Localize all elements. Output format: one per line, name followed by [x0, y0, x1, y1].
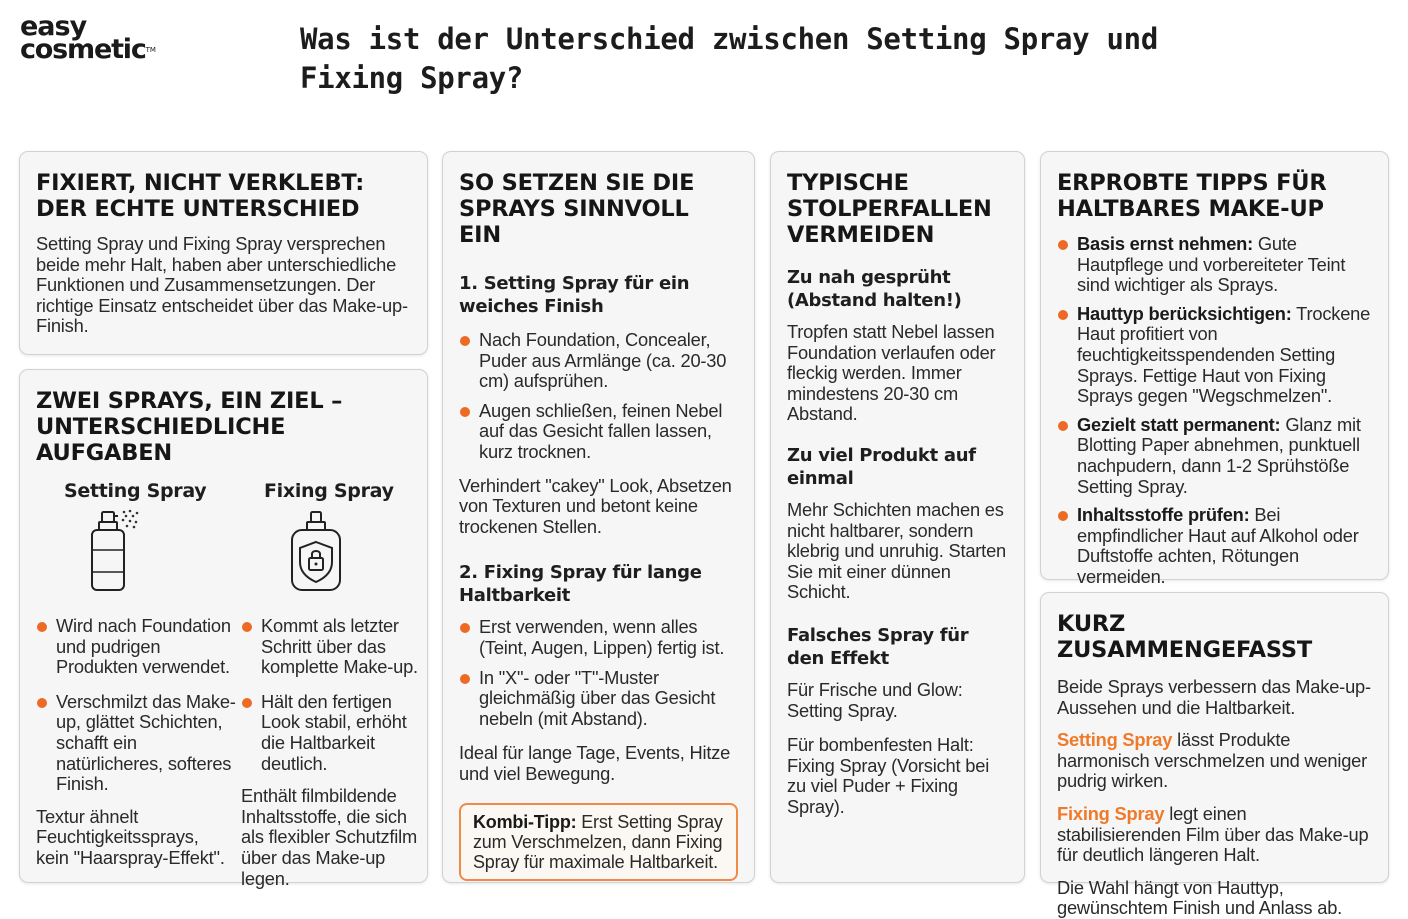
list-item: Wird nach Foundation und pudrigen Produkten verwendet. — [36, 616, 236, 678]
fixing-spray-title: Fixing Spray — [264, 480, 394, 502]
list-item: Verschmilzt das Make-up, glättet Schichten, schafft ein natürlicheres, softeres Finish. — [36, 692, 236, 795]
summary-text-2 — [1057, 730, 1372, 792]
brand-logo-line2 — [20, 34, 180, 65]
summary-text-1: Beide Sprays verbessern das Make-up-Aussehen und die Haltbarkeit. — [1057, 676, 1371, 718]
usage-setting-bullets — [459, 330, 738, 463]
setting-spray-title: Setting Spray — [64, 480, 207, 502]
summary-fixing-highlight: Fixing Spray — [1057, 802, 1165, 824]
card-usage — [442, 151, 755, 883]
tip-text: Gute Hautpflege und vorbereiteter Teint sind wichtiger als Sprays. — [1077, 233, 1346, 296]
pitfall-wrong-spray-title: Falsches Spray für den Effekt — [787, 624, 969, 669]
tip-text: Trockene Haut profitiert von feuchtigkeitsspendenden Setting Sprays. Fettige Haut von Fixing Sprays gegen "Wegschmelzen". — [1077, 302, 1371, 407]
list-item: In "X"- oder "T"-Muster gleichmäßig über das Gesicht nebeln (mit Abstand). — [459, 668, 738, 730]
list-item — [1057, 415, 1372, 497]
usage-fixing-text: Ideal für lange Tage, Events, Hitze und viel Bewegung. — [459, 742, 731, 784]
card-usage-title: SO SETZEN SIE DIE SPRAYS SINNVOLL EIN — [459, 170, 695, 248]
brand-logo-line1: easy — [20, 11, 87, 42]
summary-text-3 — [1057, 804, 1372, 866]
fixing-spray-note: Enthält filmbildende Inhaltsstoffe, die sich als flexibler Schutzfilm über das Make-up legen. — [241, 785, 418, 889]
card-difference — [19, 151, 428, 355]
card-summary-title: KURZ ZUSAMMENGEFASST — [1057, 611, 1312, 663]
combo-tip-box — [459, 803, 738, 881]
pitfall-distance-text: Tropfen statt Nebel lassen Foundation verlaufen oder fleckig werden. Immer mindestens 20-30 cm Abstand. — [787, 321, 996, 425]
list-item: Erst verwenden, wenn alles (Teint, Augen, Lippen) fertig ist. — [459, 617, 738, 658]
tip-label: Gezielt statt permanent: — [1077, 413, 1281, 435]
usage-setting-title: 1. Setting Spray für ein weiches Finish — [459, 273, 690, 317]
brand-logo-tm: TM — [145, 46, 156, 54]
pitfall-amount-title: Zu viel Produkt auf einmal — [787, 444, 976, 489]
card-pitfalls-title: TYPISCHE STOLPERFALLEN VERMEIDEN — [787, 170, 992, 248]
setting-spray-note: Textur ähnelt Feuchtigkeitssprays, kein "Haarspray-Effekt". — [36, 805, 225, 868]
card-summary — [1040, 592, 1389, 919]
card-tips — [1040, 151, 1389, 587]
usage-fixing-title: 2. Fixing Spray für lange Haltbarkeit — [459, 562, 702, 607]
list-item — [1057, 505, 1372, 587]
tip-text: Glanz mit Blotting Paper abnehmen, punktuell nachpudern, dann 1-2 Sprühstöße Setting Spray. — [1077, 413, 1361, 497]
card-difference-text: Setting Spray und Fixing Spray versprechen beide mehr Halt, haben aber unterschiedliche Funktionen und Zusammensetzungen. Der richtige Einsatz entscheidet über das Make-up-Finish. — [36, 233, 408, 337]
pitfall-amount-text: Mehr Schichten machen es nicht haltbarer, sondern klebrig und unruhig. Starten Sie mit einer dünnen Schicht. — [787, 498, 1006, 603]
usage-fixing-bullets — [459, 617, 738, 729]
combo-tip-text: Erst Setting Spray zum Verschmelzen, dann Fixing Spray für maximale Haltbarkeit. — [473, 811, 723, 872]
fixing-spray-column — [241, 480, 421, 889]
card-pitfalls — [770, 151, 1025, 883]
tip-text: Bei empfindlicher Haut auf Alkohol oder Duftstoffe achten, Rötungen vermeiden. — [1077, 504, 1359, 587]
spray-bottle-icon — [86, 508, 166, 604]
usage-setting-text: Verhindert "cakey" Look, Absetzen von Texturen und betont keine trockenen Stellen. — [459, 474, 732, 537]
brand-logo-word: cosmetic — [20, 34, 146, 65]
setting-spray-bullets — [36, 616, 236, 795]
tip-label: Hauttyp berücksichtigen: — [1077, 302, 1292, 324]
list-item: Kommt als letzter Schritt über das komplette Make-up. — [241, 616, 421, 678]
list-item — [1057, 234, 1372, 296]
page-title: Was ist der Unterschied zwischen Setting Spray und Fixing Spray? — [300, 22, 1158, 95]
pitfall-wrong-spray-text-1: Für Frische und Glow: Setting Spray. — [787, 678, 963, 721]
card-tips-title: ERPROBTE TIPPS FÜR HALTBARES MAKE-UP — [1057, 170, 1327, 222]
pitfall-distance-title: Zu nah gesprüht (Abstand halten!) — [787, 267, 962, 311]
brand-logo — [20, 11, 180, 66]
lock-spray-bottle-icon — [283, 508, 363, 604]
list-item: Hält den fertigen Look stabil, erhöht die Haltbarkeit deutlich. — [241, 692, 421, 774]
pitfall-wrong-spray-text-2: Für bombenfesten Halt: Fixing Spray (Vorsicht bei zu viel Puder + Fixing Spray). — [787, 734, 990, 817]
summary-setting-text: lässt Produkte harmonisch verschmelzen und weniger pudrig wirken. — [1057, 729, 1368, 792]
summary-text-4: Die Wahl hängt von Hauttyp, gewünschtem Finish und Anlass ab. — [1057, 876, 1343, 919]
summary-setting-highlight: Setting Spray — [1057, 729, 1173, 751]
combo-tip-label: Kombi-Tipp: — [473, 811, 577, 832]
fixing-spray-bullets — [241, 616, 421, 774]
card-two-sprays — [19, 369, 428, 889]
tips-list — [1057, 234, 1372, 588]
tip-label: Basis ernst nehmen: — [1077, 233, 1254, 254]
spray-comparison — [36, 480, 418, 900]
card-difference-title: FIXIERT, NICHT VERKLEBT: DER ECHTE UNTERSCHIED — [36, 170, 365, 222]
tip-label: Inhaltsstoffe prüfen: — [1077, 504, 1250, 526]
summary-fixing-text: legt einen stabilisierenden Film über das Make-up für deutlich längeren Halt. — [1057, 802, 1369, 866]
list-item: Augen schließen, feinen Nebel auf das Gesicht fallen lassen, kurz trocknen. — [459, 401, 738, 463]
card-two-sprays-title: ZWEI SPRAYS, EIN ZIEL – UNTERSCHIEDLICHE AUFGABEN — [36, 388, 343, 466]
setting-spray-column — [36, 480, 236, 869]
list-item: Nach Foundation, Concealer, Puder aus Armlänge (ca. 20-30 cm) aufsprühen. — [459, 330, 738, 392]
list-item — [1057, 304, 1372, 407]
